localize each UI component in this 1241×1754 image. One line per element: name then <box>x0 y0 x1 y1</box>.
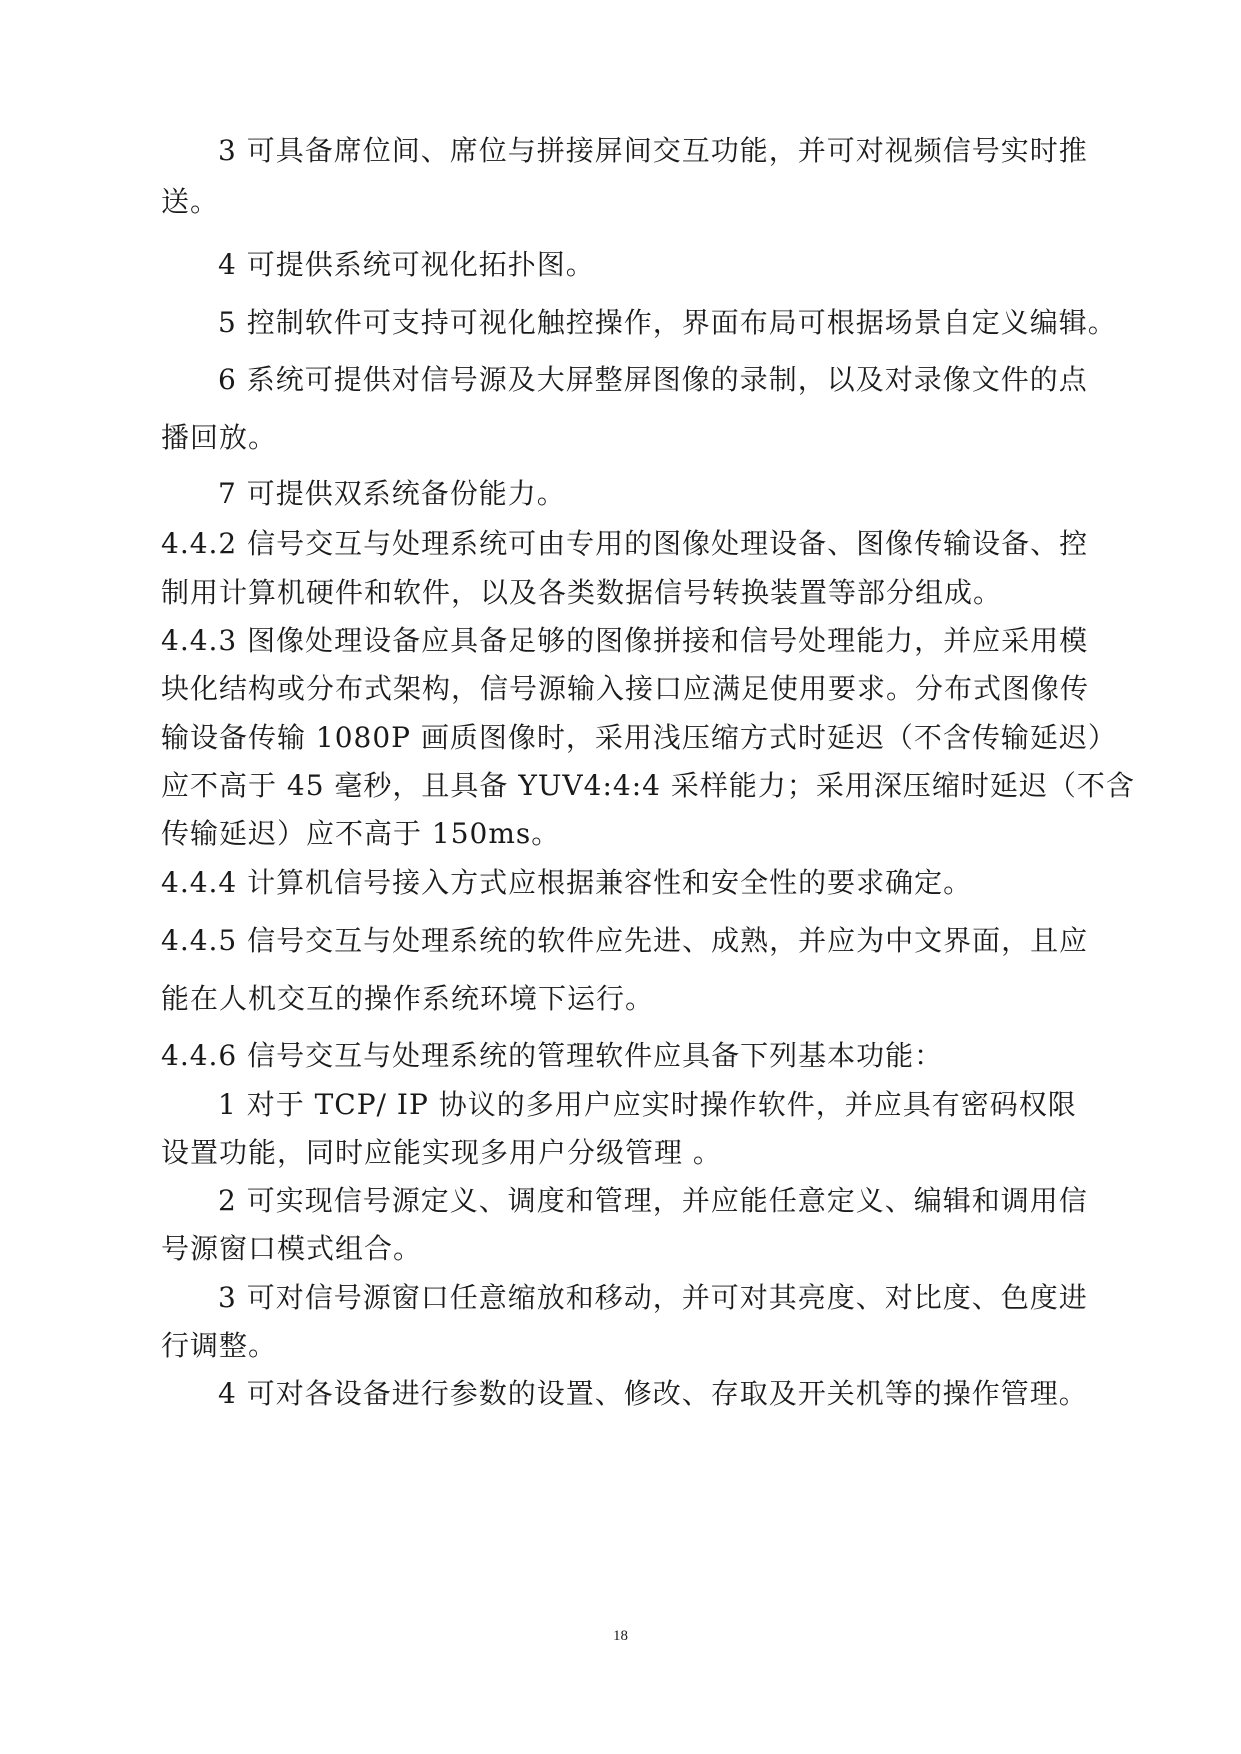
clause-4-4-2: 4.4.2 信号交互与处理系统可由专用的图像处理设备、图像传输设备、控 <box>161 527 1089 560</box>
text-line: 6 系统可提供对信号源及大屏整屏图像的录制，以及对录像文件的点 <box>218 363 1088 396</box>
text-line: 3 可对信号源窗口任意缩放和移动，并可对其亮度、对比度、色度进 <box>218 1281 1088 1314</box>
text-line: 号源窗口模式组合。 <box>161 1232 423 1265</box>
text-line: 播回放。 <box>161 421 278 454</box>
text-line: 4 可提供系统可视化拓扑图。 <box>218 248 595 281</box>
page-number: 18 <box>613 1628 628 1644</box>
text-line: 5 控制软件可支持可视化触控操作，界面布局可根据场景自定义编辑。 <box>218 306 1117 339</box>
text-line: 7 可提供双系统备份能力。 <box>218 477 566 510</box>
text-line: 制用计算机硬件和软件，以及各类数据信号转换装置等部分组成。 <box>161 576 1003 609</box>
text-line: 1 对于 TCP/ IP 协议的多用户应实时操作软件，并应具有密码权限 <box>218 1088 1077 1121</box>
text-line: 块化结构或分布式架构，信号源输入接口应满足使用要求。分布式图像传 <box>161 672 1090 705</box>
text-line: 行调整。 <box>161 1329 278 1362</box>
text-line: 2 可实现信号源定义、调度和管理，并应能任意定义、编辑和调用信 <box>218 1184 1088 1217</box>
text-line: 能在人机交互的操作系统环境下运行。 <box>161 982 655 1015</box>
text-line: 3 可具备席位间、席位与拼接屏间交互功能，并可对视频信号实时推 <box>218 134 1088 167</box>
text-line: 4 可对各设备进行参数的设置、修改、存取及开关机等的操作管理。 <box>218 1377 1088 1410</box>
clause-4-4-3: 4.4.3 图像处理设备应具备足够的图像拼接和信号处理能力，并应采用模 <box>161 624 1089 657</box>
clause-4-4-5: 4.4.5 信号交互与处理系统的软件应先进、成熟，并应为中文界面，且应 <box>161 924 1089 957</box>
clause-4-4-4: 4.4.4 计算机信号接入方式应根据兼容性和安全性的要求确定。 <box>161 866 973 899</box>
text-line: 送。 <box>161 185 220 218</box>
text-line: 传输延迟）应不高于 150ms。 <box>161 817 561 850</box>
text-line: 应不高于 45 毫秒，且具备 YUV4:4:4 采样能力；采用深压缩时延迟（不含 <box>161 769 1135 802</box>
text-line: 设置功能，同时应能实现多用户分级管理 。 <box>161 1136 722 1169</box>
clause-4-4-6: 4.4.6 信号交互与处理系统的管理软件应具备下列基本功能： <box>161 1039 944 1072</box>
text-line: 输设备传输 1080P 画质图像时，采用浅压缩方式时延迟（不含传输延迟） <box>161 721 1117 754</box>
